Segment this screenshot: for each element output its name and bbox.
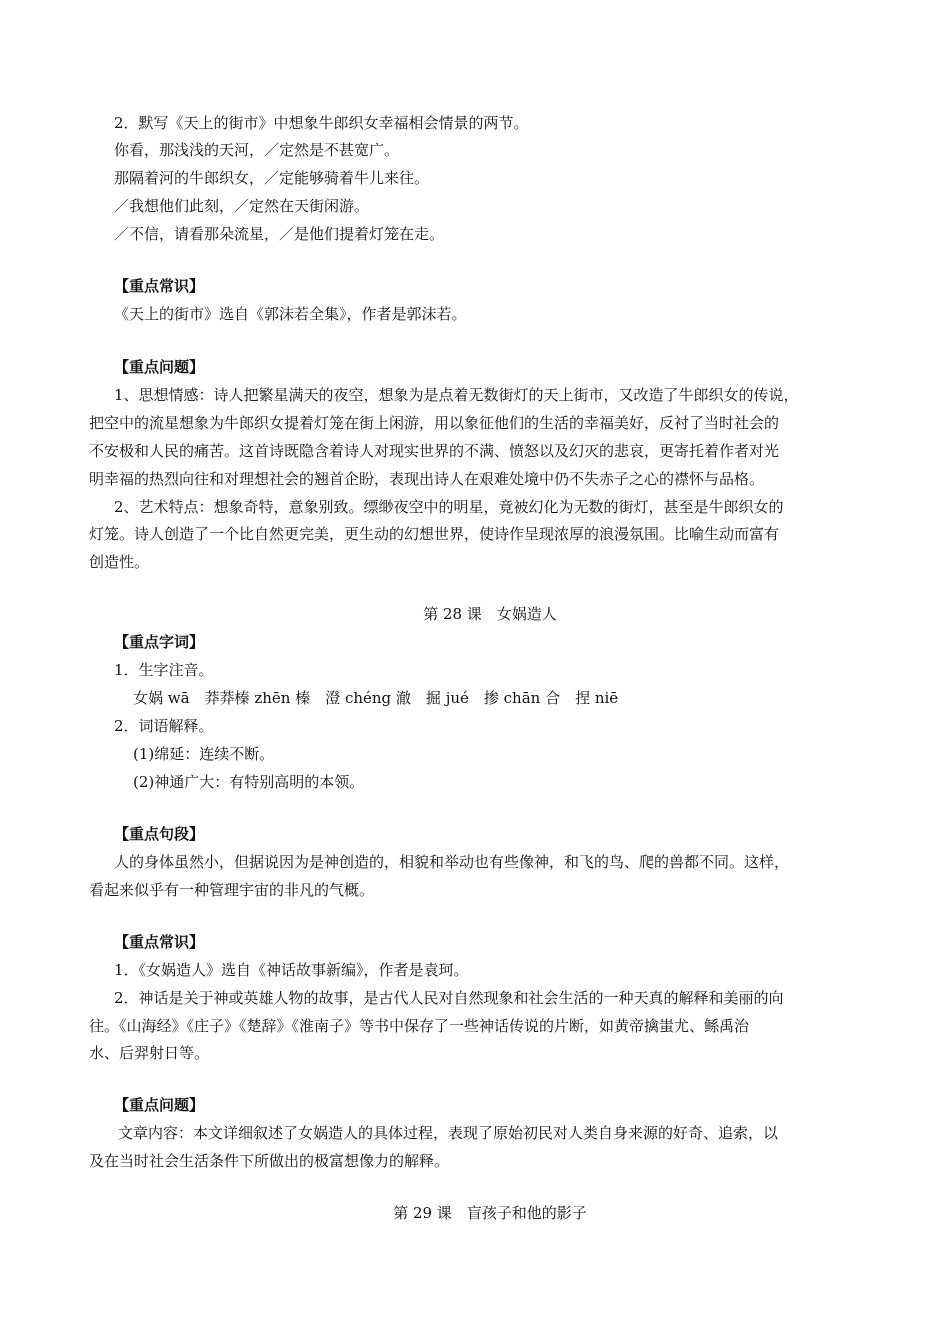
definition: (1)绵延：连续不断。: [133, 745, 275, 763]
paragraph-line: 创造性。: [89, 553, 150, 571]
recitation-prompt: 2．默写《天上的街市》中想象牛郎织女幸福相会情景的两节。: [114, 114, 529, 132]
paragraph-line: 不安极和人民的痛苦。这首诗既隐含着诗人对现实世界的不满、愤怒以及幻灭的悲哀，更寄托着作者对光: [89, 442, 780, 460]
paragraph-line: 文章内容：本文详细叙述了女娲造人的具体过程，表现了原始初民对人类自身来源的好奇、追索，以: [118, 1124, 779, 1142]
poem-line: 那隔着河的牛郎织女，／定能够骑着牛儿来往。: [114, 169, 430, 187]
poem-line: ／我想他们此刻，／定然在天街闲游。: [114, 197, 370, 215]
definition: (2)神通广大：有特别高明的本领。: [133, 773, 365, 791]
lesson-title: 第 29 课 盲孩子和他的影子: [393, 1204, 587, 1222]
poem-line: 你看，那浅浅的天河，／定然是不甚宽广。: [114, 141, 400, 159]
paragraph-line: 灯笼。诗人创造了一个比自然更完美，更生动的幻想世界，使诗作呈现浓厚的浪漫氛围。比喻生动而富有: [89, 525, 780, 543]
list-item: 2．词语解释。: [114, 717, 214, 735]
paragraph-line: 2、艺术特点：想象奇特，意象别致。缥缈夜空中的明星，竟被幻化为无数的街灯，甚至是牛郎织女的: [114, 498, 784, 516]
paragraph-line: 及在当时社会生活条件下所做出的极富想像力的解释。: [89, 1152, 450, 1170]
list-item: 1．生字注音。: [114, 661, 214, 679]
paragraph-line: 看起来似乎有一种管理宇宙的非凡的气概。: [89, 881, 375, 899]
paragraph-line: 水、后羿射日等。: [89, 1044, 210, 1062]
section-heading: 【重点句段】: [114, 825, 205, 843]
knowledge-text: 《天上的街市》选自《郭沫若全集》，作者是郭沫若。: [114, 305, 467, 323]
section-heading: 【重点常识】: [114, 277, 205, 295]
paragraph-line: 往。《山海经》《庄子》《楚辞》《淮南子》等书中保存了一些神话传说的片断，如黄帝擒蚩尤、鲧禹治: [89, 1017, 750, 1035]
poem-line: ／不信，请看那朵流星，／是他们提着灯笼在走。: [114, 225, 445, 243]
list-item: 1．《女娲造人》选自《神话故事新编》，作者是袁珂。: [114, 961, 469, 979]
paragraph-line: 2．神话是关于神或英雄人物的故事，是古代人民对自然现象和社会生活的一种天真的解释和美丽的向: [114, 989, 784, 1007]
paragraph-line: 1、思想情感：诗人把繁星满天的夜空，想象为是点着无数街灯的天上街市，又改造了牛郎织女的传说，: [114, 386, 799, 404]
paragraph-line: 把空中的流星想象为牛郎织女提着灯笼在街上闲游，用以象征他们的生活的幸福美好，反衬了当时社会的: [89, 414, 780, 432]
section-heading: 【重点常识】: [114, 933, 205, 951]
paragraph-line: 人的身体虽然小，但据说因为是神创造的，相貌和举动也有些像神，和飞的鸟、爬的兽都不同。这样，: [114, 853, 790, 871]
lesson-title: 第 28 课 女娲造人: [423, 605, 557, 623]
section-heading: 【重点字词】: [114, 633, 205, 651]
paragraph-line: 明幸福的热烈向往和对理想社会的翘首企盼，表现出诗人在艰难处境中仍不失赤子之心的襟怀与品格。: [89, 470, 765, 488]
pinyin-line: 女娲 wā 莽莽榛 zhēn 榛 澄 chéng 澈 掘 jué 掺 chān 合 捏 niē: [133, 689, 619, 707]
section-heading: 【重点问题】: [114, 1096, 205, 1114]
section-heading: 【重点问题】: [114, 358, 205, 376]
